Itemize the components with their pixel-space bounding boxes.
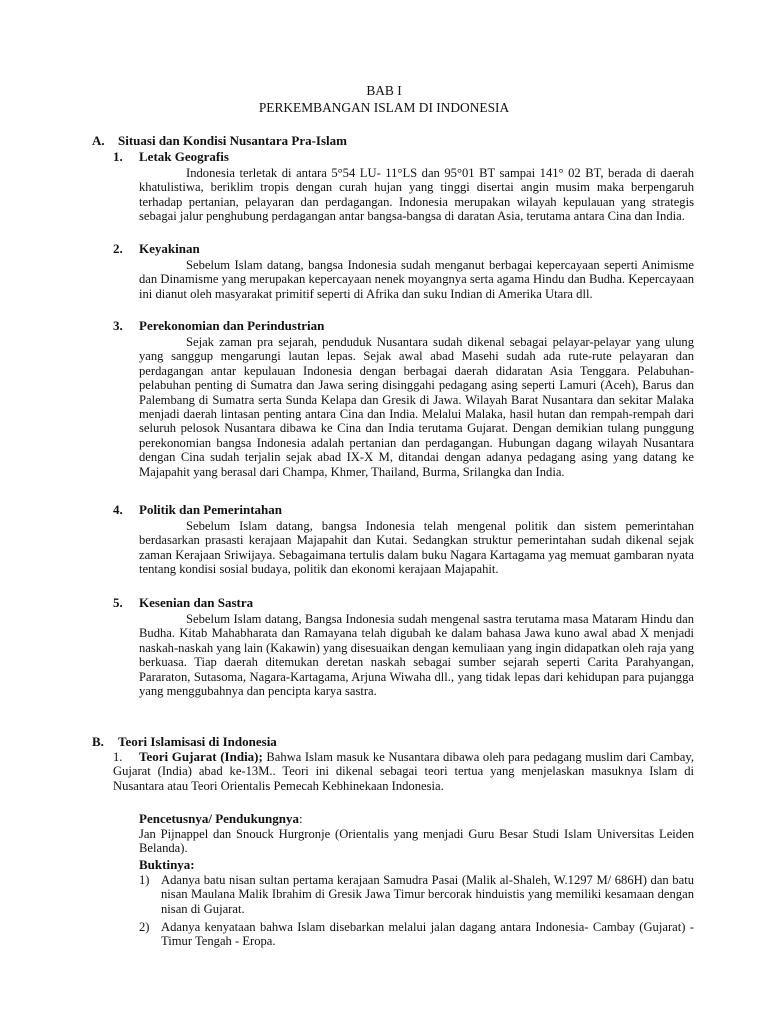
evidence-item xyxy=(139,920,694,949)
item-number: 1. xyxy=(113,149,123,164)
section-a-heading xyxy=(92,134,347,148)
supporters-heading xyxy=(139,812,303,826)
item-title: Keyakinan xyxy=(139,241,200,256)
section-title: Teori Islamisasi di Indonesia xyxy=(118,734,277,749)
evidence-number: 2) xyxy=(139,920,150,934)
section-title: Situasi dan Kondisi Nusantara Pra-Islam xyxy=(118,133,347,148)
item-number: 2. xyxy=(113,241,123,256)
evidence-text: Adanya kenyataan bahwa Islam disebarkan melalui jalan dagang antara Indonesia- Cambay (Gujarat) - Timur Tengah - Eropa. xyxy=(161,920,694,949)
paragraph-politik: Sebelum Islam datang, bangsa Indonesia telah mengenal politik dan sistem pemerintahan berdasarkan prasasti kerajaan Majapahit dan Kutai. Sedangkan struktur pemerintahan sudah dikenal sejak zaman Kerajaan Sriwijaya. Sebagaimana tertulis dalam buku Nagara Kartagama yag memuat gambaran nyata tentang kondisi sosial budaya, politik dan ekonomi kerajaan Majapahit. xyxy=(139,519,694,577)
evidence-item xyxy=(139,873,694,916)
section-b-heading xyxy=(92,735,277,749)
evidence-text: Adanya batu nisan sultan pertama kerajaan Samudra Pasai (Malik al-Shaleh, W.1297 M/ 686H) dan batu nisan Maulana Malik Ibrahim di Gresik Jawa Timur bercorak hinduistis yang memiliki kesamaan dengan nisan di Gujarat. xyxy=(161,873,694,916)
item-title: Letak Geografis xyxy=(139,149,229,164)
item-number: 5. xyxy=(113,595,123,610)
item-heading xyxy=(113,319,324,333)
main-title: PERKEMBANGAN ISLAM DI INDONESIA xyxy=(258,100,510,115)
paragraph-letak-geografis: Indonesia terletak di antara 5°54 LU- 11°LS dan 95°01 BT sampai 141° 02 BT, berada di daerah khatulistiwa, beriklim tropis dengan curah hujan yang tinggi disertai angin musim maka berpengaruh terhadap pertanian, pelayaran dan perdagangan. Indonesia merupakan wilayah kepulauan yang strategis sebagai jalur penghubung perdagangan antar bangsa-bangsa di daratan Asia, terutama antara Cina dan India. xyxy=(139,166,694,224)
paragraph-keyakinan: Sebelum Islam datang, bangsa Indonesia sudah menganut berbagai kepercayaan seperti Animisme dan Dinamisme yang merupakan kepercayaan nenek moyangnya serta agama Hindu dan Budha. Kepercayaan ini dianut oleh masyarakat primitif seperti di Afrika dan suku Indian di Amerika Utara dll. xyxy=(139,258,694,301)
evidence-heading: Buktinya: xyxy=(139,857,195,872)
item-heading xyxy=(113,503,282,517)
paragraph-supporters: Jan Pijnappel dan Snouck Hurgronje (Orientalis yang menjadi Guru Besar Studi Islam Universitas Leiden Belanda). xyxy=(139,827,694,856)
item-heading xyxy=(113,596,253,610)
document-titles xyxy=(0,82,768,116)
item-number: 4. xyxy=(113,502,123,517)
evidence-number: 1) xyxy=(139,873,150,887)
item-number: 3. xyxy=(113,318,123,333)
supporters-colon: : xyxy=(299,811,303,826)
item-heading xyxy=(113,242,200,256)
theory-gujarat xyxy=(113,750,694,793)
section-letter: B. xyxy=(92,734,104,749)
paragraph-kesenian: Sebelum Islam datang, Bangsa Indonesia sudah mengenal sastra terutama masa Mataram Hindu dan Budha. Kitab Mahabharata dan Ramayana telah digubah ke dalam bahasa Jawa kuno awal abad X menjadi naskah-naskah yang lain (Kakawin) yang disesuaikan dengan kemuliaan yang ingin didapatkan oleh raja yang berkuasa. Tiap daerah ditemukan deretan naskah sebagai sumber sejarah seperti Carita Parahyangan, Pararaton, Sutasoma, Nagara-Kartagama, Arjuna Wiwaha dll., yang tidak lepas dari kehidupan para pujangga yang menggubahnya dan pencipta karya sastra. xyxy=(139,612,694,699)
item-title: Kesenian dan Sastra xyxy=(139,595,254,610)
theory-title: Teori Gujarat (India); xyxy=(139,749,263,764)
item-heading xyxy=(113,150,229,164)
item-title: Perekonomian dan Perindustrian xyxy=(139,318,325,333)
theory-text: Bahwa Islam masuk ke Nusantara dibawa oleh para pedagang muslim dari Cambay, Gujarat (India) abad ke-13M.. Teori ini dikenal sebagai teori tertua yang menjelaskan masuknya Islam di Nusantara atau Teori Orientalis Pemecah Kebhinekaan Indonesia. xyxy=(113,750,694,793)
section-letter: A. xyxy=(92,133,105,148)
theory-number: 1. xyxy=(113,750,123,764)
paragraph-perekonomian: Sejak zaman pra sejarah, penduduk Nusantara sudah dikenal sebagai pelayar-pelayar yang ulung yang sanggup mengarungi lautan lepas. Sejak awal abad Masehi sudah ada rute-rute pelayaran dan perdagangan antar kepulauan Indonesia dengan berbagai daerah didaratan Asia Tenggara. Pelabuhan-pelabuhan penting di Sumatra dan Jawa sering disinggahi pedagang asing seperti Lamuri (Aceh), Barus dan Palembang di Sumatra serta Sunda Kelapa dan Gresik di Jawa. Wilayah Barat Nusantara dan sekitar Malaka menjadi daerah lintasan penting antara Cina dan India. Melalui Malaka, hasil hutan dan rempah-rempah dari seluruh pelosok Nusantara dibawa ke Cina dan India terutama Gujarat. Dengan demikian tulang punggung perekonomian bangsa Indonesia adalah pertanian dan perdagangan. Hubungan dagang wilayah Nusantara dengan Cina sudah terjalin sejak abad IX-X M, ditandai dengan adanya pedagang asing yang datang ke Majapahit yang berasal dari Champa, Khmer, Thailand, Burma, Srilangka dan India. xyxy=(139,335,694,479)
item-title: Politik dan Pemerintahan xyxy=(139,502,283,517)
chapter-title: BAB I xyxy=(366,83,402,98)
supporters-label: Pencetusnya/ Pendukungnya xyxy=(139,811,300,826)
